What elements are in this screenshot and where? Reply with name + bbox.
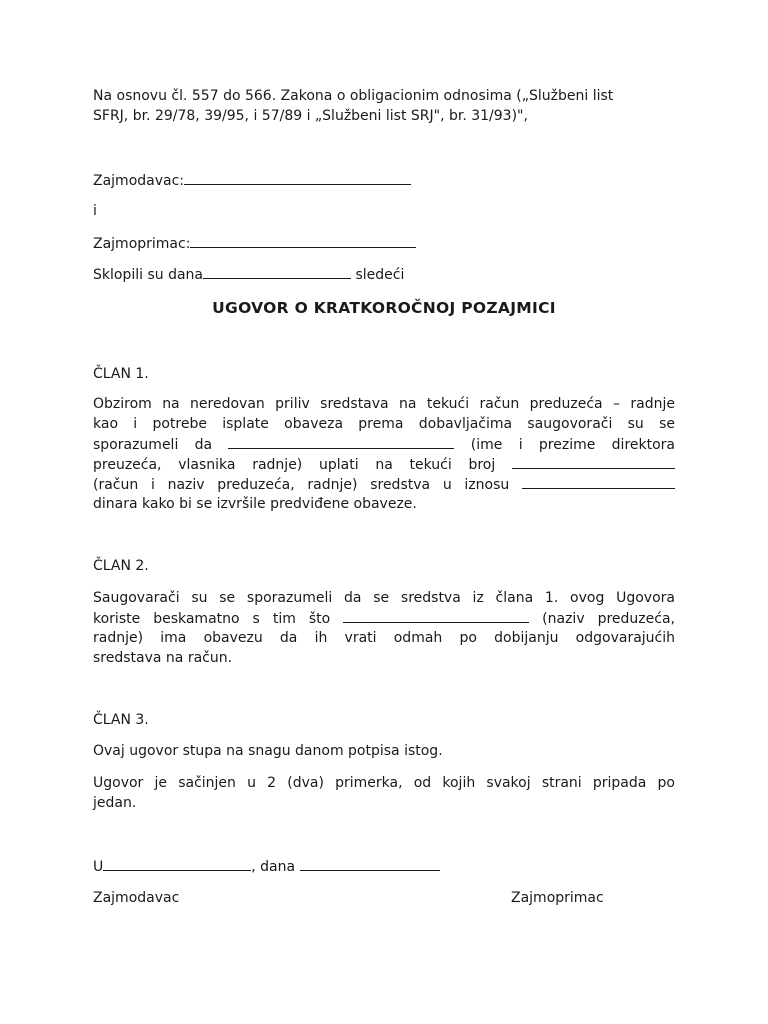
article1-line-1: Obzirom na neredovan priliv sredstava na tekući račun preduzeća – radnje <box>93 396 675 412</box>
lender-line <box>93 170 411 191</box>
place-blank <box>103 856 251 871</box>
article1-line-2: kao i potrebe isplate obaveza prema dobavljačima saugovorači su se <box>93 416 675 432</box>
article2-line-1: Saugovarači su se sporazumeli da se sredstva iz člana 1. ovog Ugovora <box>93 590 675 606</box>
lender-label: Zajmodavac: <box>93 173 185 189</box>
company-name-blank <box>343 608 529 623</box>
borrower-line <box>93 233 416 254</box>
article2-heading: ČLAN 2. <box>93 558 149 574</box>
article1-line-4: preuzeća, vlasnika radnje) uplati na tekući broj <box>93 454 675 475</box>
article1-heading: ČLAN 1. <box>93 366 149 382</box>
director-name-blank <box>228 434 454 449</box>
article1-line-6: dinara kako bi se izvršile predviđene obaveze. <box>93 496 417 512</box>
concluded-date-blank <box>203 264 351 279</box>
article2-line-3: radnje) ima obavezu da ih vrati odmah po dobijanju odgovarajućih <box>93 630 675 646</box>
signature-lender: Zajmodavac <box>93 890 180 906</box>
signature-borrower: Zajmoprimac <box>511 890 604 906</box>
borrower-label: Zajmoprimac: <box>93 236 191 252</box>
article1-line-3: sporazumeli da (ime i prezime direktora <box>93 434 675 455</box>
article1-line-5: (račun i naziv preduzeća, radnje) sredstva u iznosu <box>93 474 675 495</box>
article2-line-2: koriste beskamatno s tim što (naziv preduzeća, <box>93 608 675 629</box>
account-number-blank <box>512 454 675 469</box>
article3-para-1: Ovaj ugovor stupa na snagu danom potpisa istog. <box>93 743 443 759</box>
lender-blank <box>184 170 411 185</box>
place-prefix: U <box>93 859 104 875</box>
contract-title: UGOVOR O KRATKOROČNOJ POZAJMICI <box>212 299 556 317</box>
borrower-blank <box>190 233 416 248</box>
article2-line-4: sredstava na račun. <box>93 650 233 666</box>
intro-line-1: Na osnovu čl. 557 do 566. Zakona o obligacionim odnosima („Službeni list <box>93 88 614 104</box>
and-line: i <box>93 203 97 219</box>
place-date-line <box>93 856 440 877</box>
concluded-suffix: sledeći <box>355 267 405 283</box>
intro-line-2: SFRJ, br. 29/78, 39/95, i 57/89 i „Službeni list SRJ", br. 31/93)", <box>93 108 528 124</box>
date-blank <box>300 856 440 871</box>
date-label: , dana <box>251 859 296 875</box>
article3-heading: ČLAN 3. <box>93 712 149 728</box>
concluded-line <box>93 264 404 285</box>
article3-para-2-line-1: Ugovor je sačinjen u 2 (dva) primerka, od kojih svakoj strani pripada po <box>93 775 675 791</box>
amount-blank <box>522 474 675 489</box>
concluded-prefix: Sklopili su dana <box>93 267 203 283</box>
article3-para-2-line-2: jedan. <box>93 795 137 811</box>
